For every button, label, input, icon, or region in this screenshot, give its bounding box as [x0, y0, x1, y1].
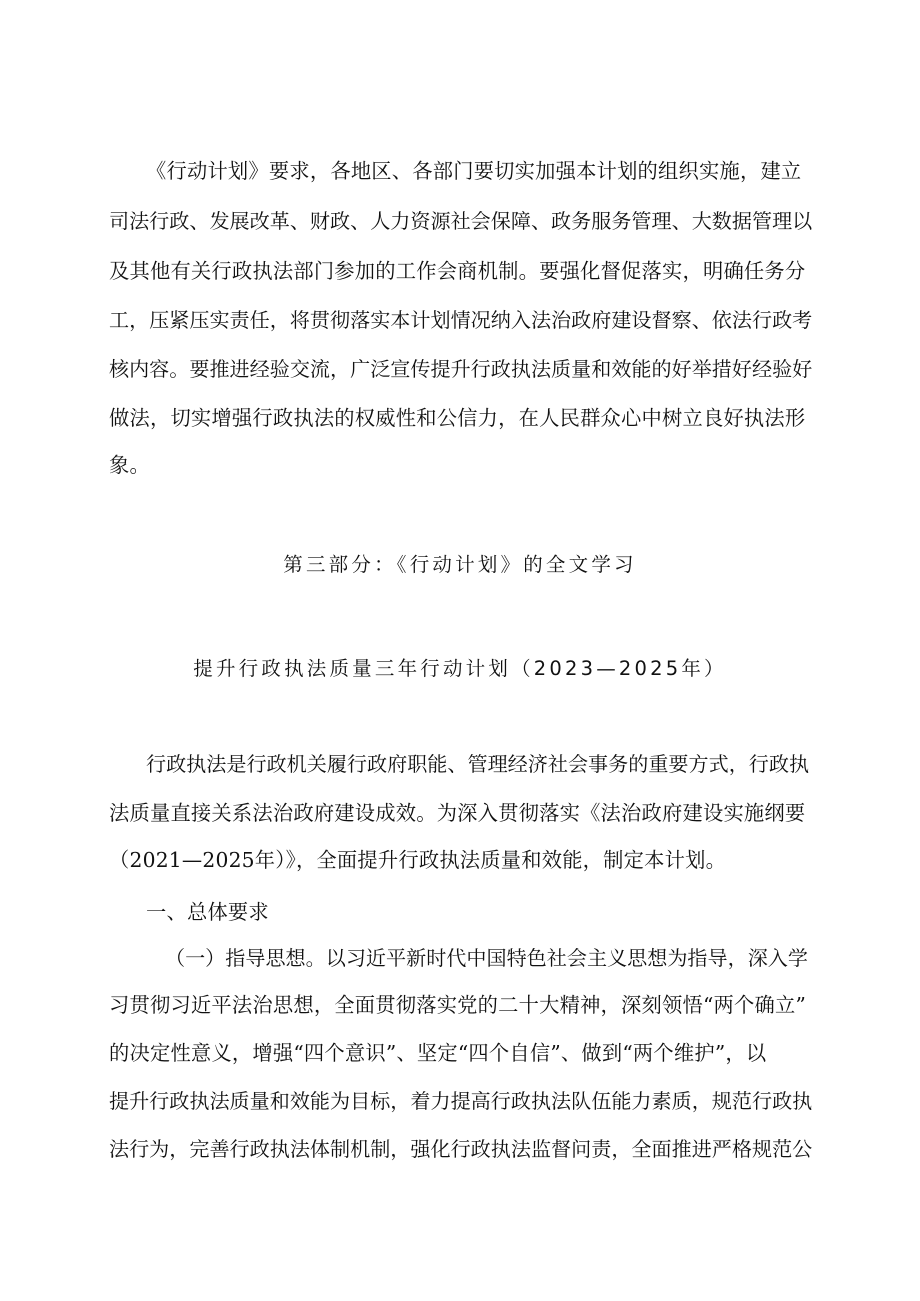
paragraph-line: 习贯彻习近平法治思想，全面贯彻落实党的二十大精神，深刻领悟“两个确立”: [109, 993, 807, 1017]
paragraph-line: 做法，切实增强行政执法的权威性和公信力，在人民群众心中树立良好执法形: [109, 406, 806, 430]
paragraph-line: 及其他有关行政执法部门参加的工作会商机制。要强化督促落实，明确任务分: [109, 259, 806, 283]
paragraph-line: 核内容。要推进经验交流，广泛宣传提升行政执法质量和效能的好举措好经验好: [109, 357, 813, 381]
paragraph-line: 象。: [109, 453, 150, 477]
paragraph-line: （2021—2025年）》，全面提升行政执法质量和效能，制定本计划。: [109, 848, 727, 872]
part-title: 第三部分：《行动计划》的全文学习: [283, 553, 637, 576]
paragraph-line: 司法行政、发展改革、财政、人力资源社会保障、政务服务管理、大数据管理以: [109, 209, 813, 233]
paragraph-line: （一）指导思想。以习近平新时代中国特色社会主义思想为指导，深入学: [165, 946, 808, 970]
paragraph-line: 的决定性意义，增强“四个意识”、坚定“四个自信”、做到“两个维护”，以: [109, 1041, 767, 1065]
paragraph-line: 提升行政执法质量和效能为目标，着力提高行政执法队伍能力素质，规范行政执: [109, 1089, 813, 1113]
paragraph-line: 法行为，完善行政执法体制机制，强化行政执法监督问责，全面推进严格规范公: [109, 1137, 813, 1161]
section-heading: 一、总体要求: [146, 900, 269, 924]
paragraph-line: 法质量直接关系法治政府建设成效。为深入贯彻落实《法治政府建设实施纲要: [109, 801, 806, 825]
plan-title: 提升行政执法质量三年行动计划（2023—2025年）: [193, 657, 727, 680]
paragraph-line: 行政执法是行政机关履行政府职能、管理经济社会事务的重要方式，行政执: [146, 752, 810, 776]
paragraph-line: 工，压紧压实责任，将贯彻落实本计划情况纳入法治政府建设督察、依法行政考: [109, 308, 813, 332]
paragraph-line: 《行动计划》要求，各地区、各部门要切实加强本计划的组织实施，建立: [146, 159, 802, 183]
